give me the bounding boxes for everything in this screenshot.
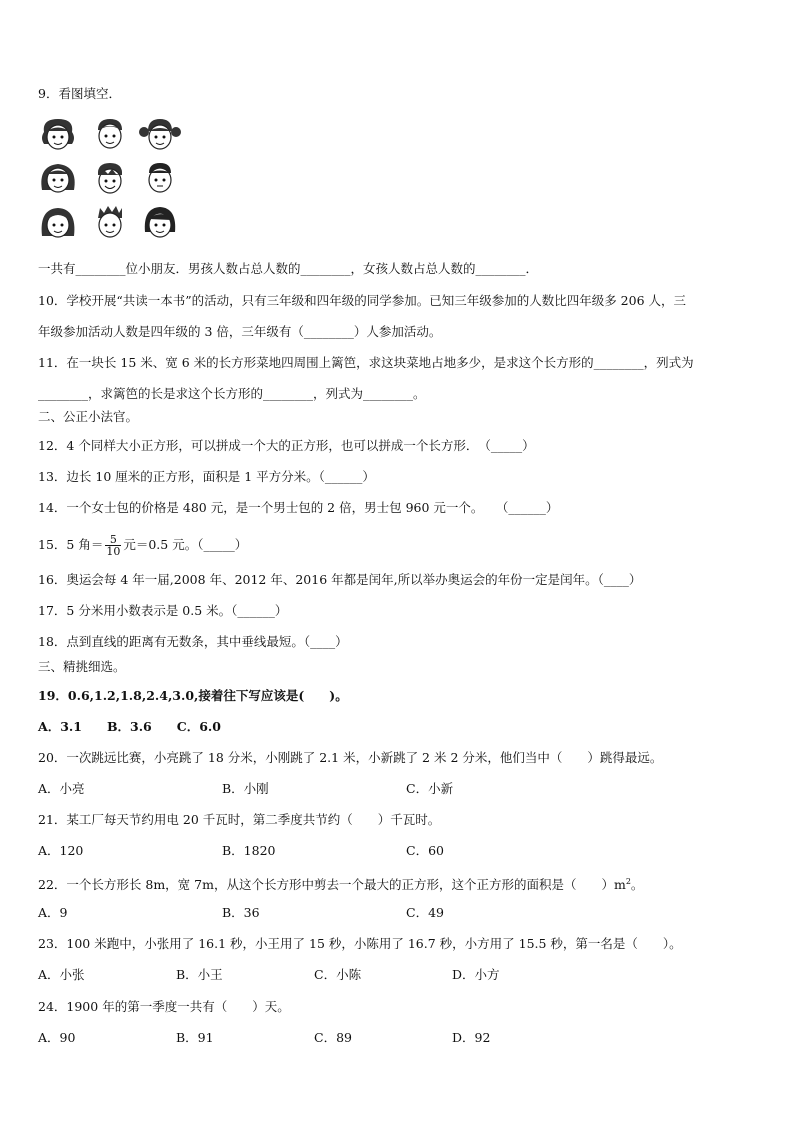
- question-21-option-a: A．120: [38, 843, 84, 858]
- boy-short-hair-face-icon: [138, 160, 182, 198]
- question-22-stem-text: 22．一个长方形长 8m，宽 7m，从这个长方形中剪去一个最大的正方形，这个正方形的面积是（ ）m: [38, 877, 626, 893]
- fraction: [105, 534, 121, 557]
- question-9-title: 9．看图填空．: [38, 86, 121, 101]
- question-21-stem: 21．某工厂每天节约用电 20 千瓦时，第二季度共节约（ ）千瓦时。: [38, 812, 441, 827]
- girl-bob-hair-face-icon: [138, 204, 182, 242]
- girl-pigtails-face-icon: [138, 116, 182, 154]
- question-20-option-b: B．小刚: [222, 781, 269, 796]
- question-14: 14．一个女士包的价格是 480 元，是一个男士包的 2 倍，男士包 960 元一个。 （______）: [38, 500, 559, 515]
- question-22-option-c: C．49: [406, 905, 444, 920]
- question-10-line2: 年级参加活动人数是四年级的 3 倍，三年级有（________）人参加活动。: [38, 324, 442, 339]
- question-24-option-d: D．92: [452, 1030, 491, 1045]
- question-21-option-c: C．60: [406, 843, 444, 858]
- square-superscript: 2: [625, 877, 631, 886]
- question-24-option-b: B．91: [176, 1030, 214, 1045]
- question-9-fill: 一共有________位小朋友．男孩人数占总人数的________，女孩人数占总人数的________．: [38, 261, 539, 276]
- question-24-option-a: A．90: [38, 1030, 76, 1045]
- question-19-options: A．3.1 B．3.6 C．6.0: [38, 719, 221, 734]
- question-23-option-d: D．小方: [452, 967, 500, 982]
- question-20-option-a: A．小亮: [38, 781, 85, 796]
- question-18: 18．点到直线的距离有无数条，其中垂线最短。（____）: [38, 634, 348, 649]
- fraction-numerator: 5: [105, 534, 121, 546]
- question-11-line1: 11．在一块长 15 米、宽 6 米的长方形菜地四周围上篱笆，求这块菜地占地多少，是求这个长方形的________，列式为: [38, 355, 694, 370]
- boy-face-icon: [88, 116, 132, 154]
- question-22-stem: [38, 874, 643, 893]
- girl-long-hair-face-icon: [36, 160, 80, 198]
- question-24-stem: 24．1900 年的第一季度一共有（ ）天。: [38, 999, 290, 1014]
- question-15-suffix: 元＝0.5 元。（_____）: [123, 537, 248, 552]
- boy-smiling-face-icon: [88, 160, 132, 198]
- question-19-stem: 19．0.6,1.2,1.8,2.4,3.0,接着往下写应该是( )。: [38, 688, 348, 703]
- boy-spiky-hair-face-icon: [88, 204, 132, 242]
- question-22-option-b: B．36: [222, 905, 260, 920]
- question-24-option-c: C．89: [314, 1030, 352, 1045]
- question-22-stem-end: 。: [630, 877, 644, 893]
- question-23-option-b: B．小王: [176, 967, 223, 982]
- question-15-prefix: 15．5 角＝: [38, 537, 104, 552]
- question-13: 13．边长 10 厘米的正方形，面积是 1 平方分米。（______）: [38, 469, 375, 484]
- section-2-heading: 二、公正小法官。: [38, 409, 139, 424]
- question-23-stem: 23．100 米跑中，小张用了 16.1 秒，小王用了 15 秒，小陈用了 16.7 秒，小方用了 15.5 秒，第一名是（ ）。: [38, 936, 682, 951]
- question-10-line1: 10．学校开展“共读一本书”的活动，只有三年级和四年级的同学参加。已知三年级参加的人数比四年级多 206 人，三: [38, 293, 686, 308]
- girl-bangs-face-icon: [36, 204, 80, 242]
- question-16: 16．奥运会每 4 年一届,2008 年、2012 年、2016 年都是闰年,所以举办奥运会的年份一定是闰年。（____）: [38, 572, 642, 587]
- question-20-option-c: C．小新: [406, 781, 454, 796]
- fraction-denominator: 10: [106, 545, 121, 558]
- question-21-option-b: B．1820: [222, 843, 276, 858]
- question-20-stem: 20．一次跳远比赛，小亮跳了 18 分米，小刚跳了 2.1 米，小新跳了 2 米 2 分米，他们当中（ ）跳得最远。: [38, 750, 663, 765]
- question-23-option-c: C．小陈: [314, 967, 362, 982]
- question-23-option-a: A．小张: [38, 967, 85, 982]
- children-faces-grid: [36, 116, 186, 246]
- girl-face-icon: [36, 116, 80, 154]
- question-11-line2: ________，求篱笆的长是求这个长方形的________，列式为________。: [38, 386, 426, 401]
- question-12: 12．4 个同样大小正方形，可以拼成一个大的正方形，也可以拼成一个长方形． （_____）: [38, 438, 535, 453]
- section-3-heading: 三、精挑细选。: [38, 659, 126, 674]
- question-15: [38, 534, 247, 557]
- question-17: 17．5 分米用小数表示是 0.5 米。（______）: [38, 603, 288, 618]
- question-22-option-a: A．9: [38, 905, 68, 920]
